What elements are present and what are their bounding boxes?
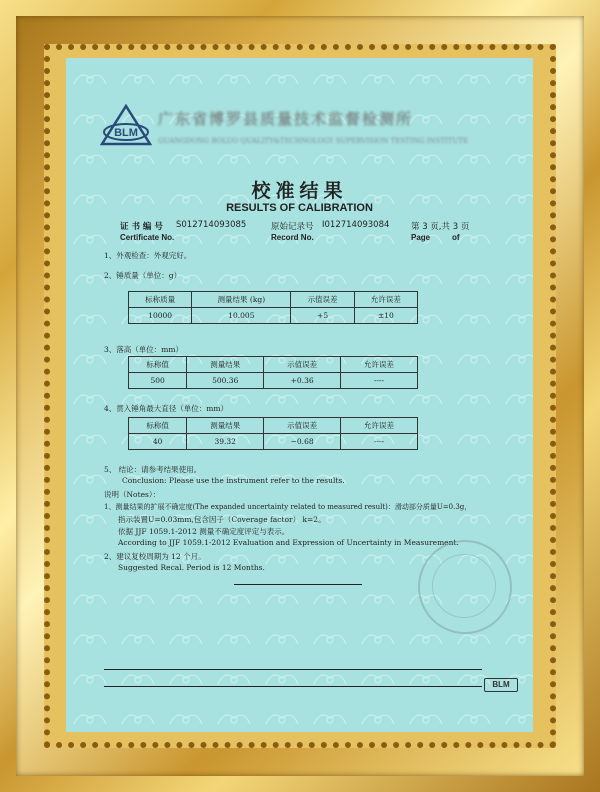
table-header: 测量结果: [187, 418, 264, 434]
table-cell: ±10: [354, 308, 417, 324]
table-header-row: [129, 418, 418, 434]
table-header-row: [129, 292, 418, 308]
footer-rule-2: [104, 686, 482, 687]
table-cell: ----: [341, 373, 418, 389]
table-mass: [128, 291, 418, 324]
table-cell: 40: [129, 434, 187, 450]
section-3: 3、落高（单位：mm）: [104, 345, 183, 354]
table-cell: 500.36: [187, 373, 264, 389]
institute-logo-icon: [100, 104, 152, 148]
table-diameter: [128, 417, 418, 450]
table-cell: +0.36: [264, 373, 341, 389]
table-header: 测量结果 (kg): [192, 292, 291, 308]
institute-name-en: GUANGDONG BOLUO QUALITY&TECHNOLOGY SUPERVISION TESTING INSTITUTE: [158, 137, 469, 145]
logo-text: BLM: [114, 127, 138, 139]
table-drop-height: [128, 356, 418, 389]
footer-mark: BLM: [484, 678, 518, 692]
institute-name-cn: 广东省博罗县质量技术监督检测所: [158, 110, 414, 128]
record-no: I012714093084: [322, 220, 390, 230]
footer-rule: [104, 669, 482, 670]
table-row: [129, 373, 418, 389]
table-header: 标称质量: [129, 292, 192, 308]
notes-title: 说明（Notes）：: [104, 490, 161, 499]
table-header: 示值误差: [264, 418, 341, 434]
record-label-cn: 原始记录号: [271, 222, 314, 232]
table-cell: 39.32: [187, 434, 264, 450]
record-label-en: Record No.: [271, 233, 314, 242]
section-2: 2、锤质量（单位：g）: [104, 271, 182, 280]
table-header: 允许误差: [341, 357, 418, 373]
certificate-page: [66, 58, 533, 732]
page-label-en: Page: [411, 233, 431, 242]
signature-line: [234, 584, 362, 585]
note-2a: 2、建议复校周期为 12 个月。: [104, 552, 206, 561]
table-header-row: [129, 357, 418, 373]
table-row: [129, 434, 418, 450]
section-4: 4、贯入锤角最大直径（单位：mm）: [104, 404, 228, 413]
table-header: 允许误差: [341, 418, 418, 434]
conclusion-en: Conclusion: Please use the instrument refer to the results.: [122, 476, 345, 485]
cert-label-cn: 证 书 编 号: [120, 222, 163, 232]
section-5: 5、 结论：请参考结果使用。: [104, 465, 202, 474]
table-cell: 10.005: [192, 308, 291, 324]
cert-no: S012714093085: [176, 220, 247, 230]
table-header: 标称值: [129, 418, 187, 434]
title-cn: 校准结果: [251, 180, 348, 202]
note-1c: 依据 JJF 1059.1-2012 测量不确定度评定与表示。: [118, 527, 290, 536]
table-row: [129, 308, 418, 324]
cert-label-en: Certificate No.: [120, 233, 175, 242]
table-header: 测量结果: [187, 357, 264, 373]
table-cell: −0.68: [264, 434, 341, 450]
title-en: RESULTS OF CALIBRATION: [226, 202, 373, 214]
note-1d: According to JJF 1059.1-2012 Evaluation and Expression of Uncertainty in Measurement.: [118, 538, 459, 547]
table-header: 示值误差: [291, 292, 354, 308]
table-cell: +5: [291, 308, 354, 324]
embossed-seal: [418, 540, 512, 634]
section-1: 1、外观检查：外观完好。: [104, 251, 192, 260]
of-label-en: of: [452, 233, 460, 242]
table-header: 标称值: [129, 357, 187, 373]
note-1a: 1、测量结果的扩展不确定度(The expanded uncertainty related to measured result)：滑动部分质量U=0.3g，: [104, 503, 472, 511]
table-header: 允许误差: [354, 292, 417, 308]
table-cell: 500: [129, 373, 187, 389]
note-1b: 指示装置U=0.03mm,包含因子（Coverage factor） k=2。: [118, 515, 326, 524]
table-cell: ----: [341, 434, 418, 450]
page-cn: 第 3 页,共 3 页: [411, 222, 470, 232]
table-header: 示值误差: [264, 357, 341, 373]
note-2b: Suggested Recal. Period is 12 Months.: [118, 563, 265, 572]
table-cell: 10000: [129, 308, 192, 324]
